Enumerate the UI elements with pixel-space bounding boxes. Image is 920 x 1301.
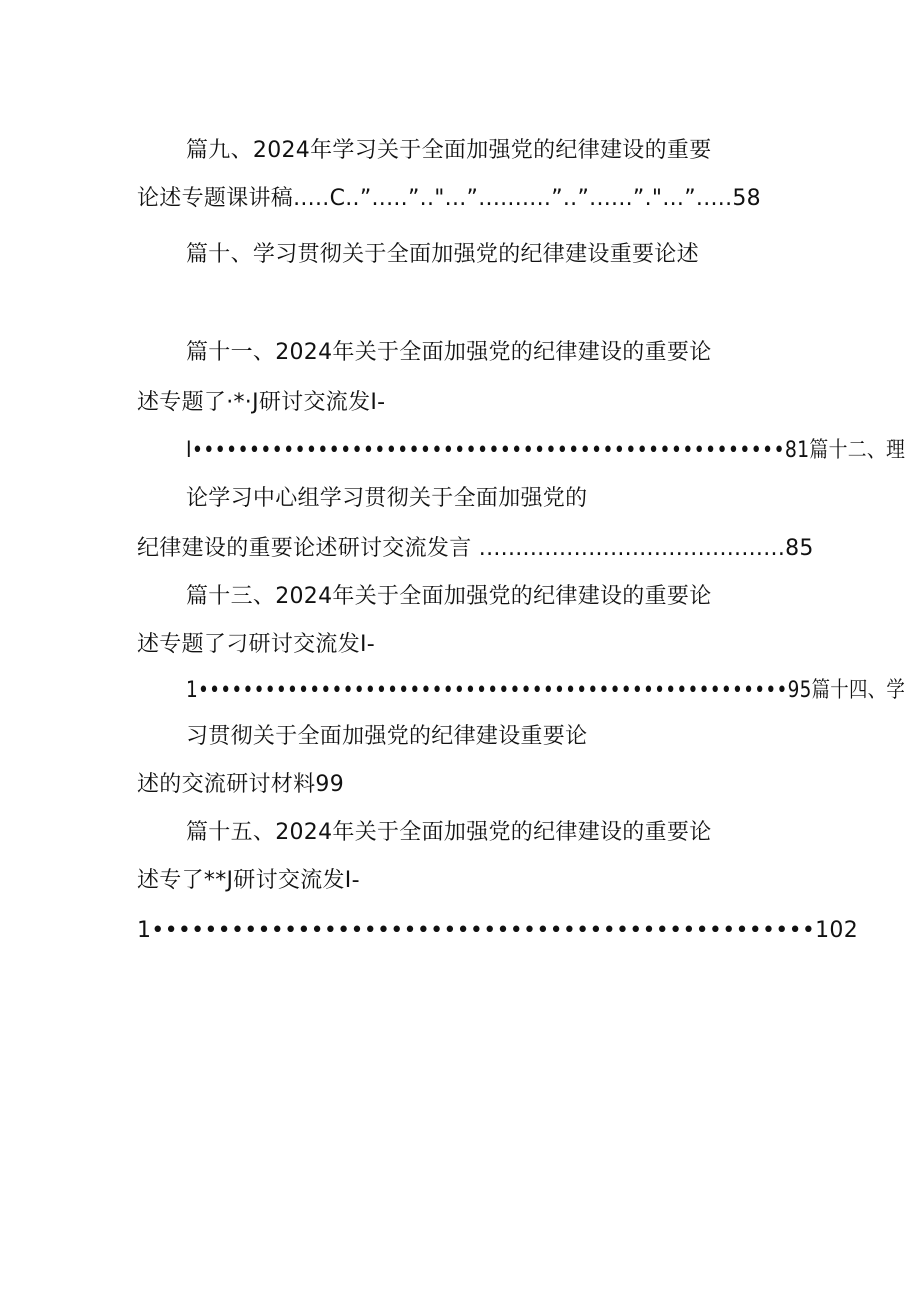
toc-line: I••••••••••••••••••••••••••••••••••••••••••••••••••••81篇十二、理 [186, 438, 906, 463]
toc-line: 篇十一、2024年关于全面加强党的纪律建设的重要论 [186, 340, 712, 365]
toc-line: 篇十三、2024年关于全面加强党的纪律建设的重要论 [186, 584, 712, 609]
toc-line: 习贯彻关于全面加强党的纪律建设重要论 [186, 724, 588, 749]
toc-line: 论述专题课讲稿.....C..”.....”.."...”..........”..”......”."...”.....58 [137, 186, 761, 211]
toc-line: 述的交流研讨材料99 [137, 772, 344, 797]
toc-line: 论学习中心组学习贯彻关于全面加强党的 [186, 486, 588, 511]
toc-line: 述专题了刁研讨交流发I- [137, 632, 376, 657]
toc-line: 篇九、2024年学习关于全面加强党的纪律建设的重要 [186, 138, 712, 163]
toc-line: 纪律建设的重要论述研讨交流发言 ..........................................85 [137, 536, 814, 561]
toc-line: 述专了**J研讨交流发I- [137, 868, 360, 893]
toc-line: 篇十、学习贯彻关于全面加强党的纪律建设重要论述 [186, 242, 699, 267]
toc-line: 1•••••••••••••••••••••••••••••••••••••••••••••••••••••95篇十四、学 [186, 678, 906, 703]
toc-line: 述专题了·*·J研讨交流发I- [137, 390, 386, 415]
toc-line: 1••••••••••••••••••••••••••••••••••••••••••••••••••102 [137, 918, 859, 943]
toc-line: 篇十五、2024年关于全面加强党的纪律建设的重要论 [186, 820, 712, 845]
